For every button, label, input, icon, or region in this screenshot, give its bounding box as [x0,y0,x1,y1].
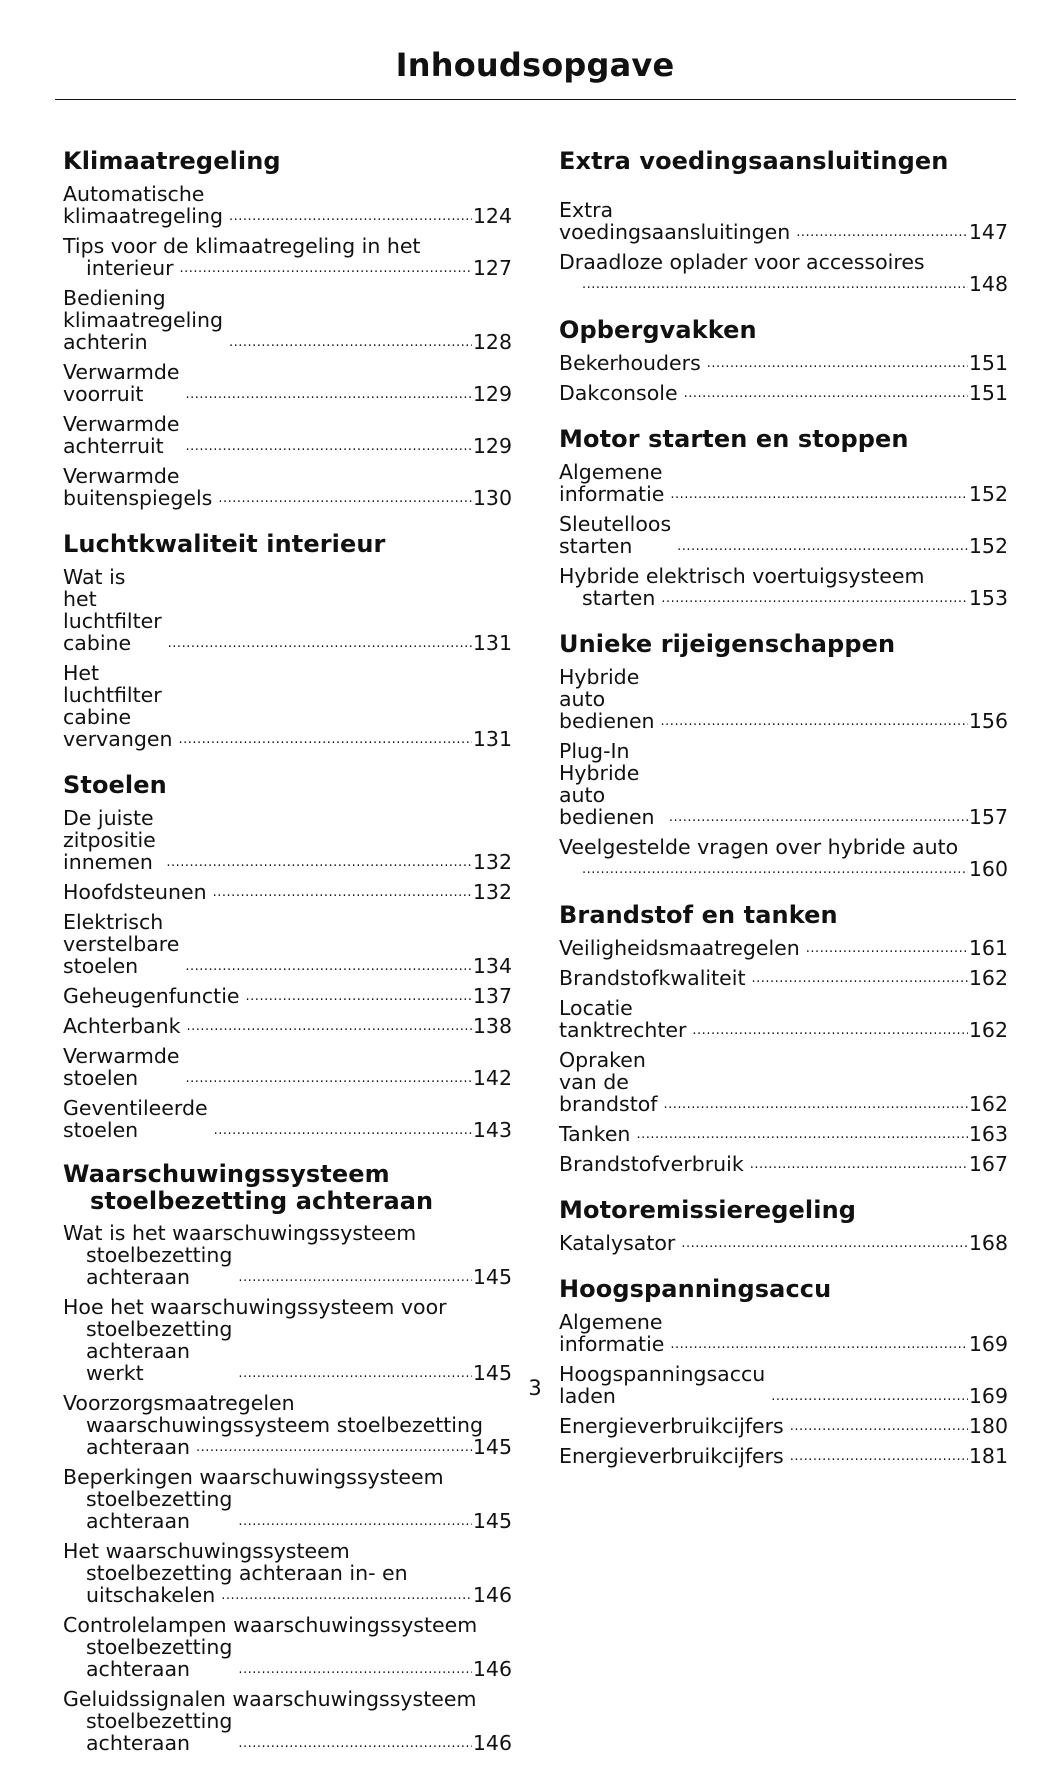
entry-page: 127 [472,256,512,280]
toc-entry[interactable] [559,1415,1008,1437]
toc-section [63,1161,512,1754]
dot-leader [185,1072,471,1085]
entry-page: 130 [472,486,512,510]
entry-page: 152 [968,534,1008,558]
dot-leader [582,863,968,876]
entry-title: Algemene informatie [559,460,665,506]
entry-title-cont: starten [582,586,656,610]
entry-page: 167 [968,1152,1008,1176]
entry-title: Hoofdsteunen [63,880,207,904]
entry-title-cont: stoelbezetting achteraan [86,1243,233,1289]
dot-leader [238,1737,472,1750]
toc-entry[interactable] [559,199,1008,243]
entry-page: 162 [968,1092,1008,1116]
entry-title: Achterbank [63,1014,181,1038]
entry-page: 145 [472,1509,512,1533]
entry-title: Algemene informatie [559,1310,665,1356]
dot-leader [229,336,472,349]
entry-title-cont: achteraan [86,1435,191,1459]
toc-entry[interactable] [63,985,512,1007]
toc-entry[interactable] [63,1688,512,1754]
toc-entry[interactable] [559,251,1008,295]
toc-section [559,900,1008,1175]
toc-entry[interactable] [63,1614,512,1680]
entry-title: Plug-In Hybride auto bedienen [559,739,655,829]
dot-leader [213,886,472,899]
dot-leader [661,715,968,728]
entry-title-cont: stoelbezetting achteraan [86,1635,233,1681]
entry-page: 169 [968,1384,1008,1408]
section-heading: Opbergvakken [559,316,757,344]
entry-title: Dakconsole [559,381,678,405]
entry-page: 129 [472,434,512,458]
entry-title: De juiste zitpositie innemen [63,806,156,874]
entry-page: 153 [968,586,1008,610]
toc-entry[interactable] [559,1153,1008,1175]
entry-title: Geluidssignalen waarschuwingssysteem [63,1687,477,1711]
title-divider [55,99,1016,100]
entry-page: 143 [472,1118,512,1142]
dot-leader [238,1663,472,1676]
toc-entry[interactable] [559,1232,1008,1254]
toc-entry[interactable] [63,881,512,903]
entry-page: 124 [472,204,512,228]
dot-leader [186,1020,471,1033]
entry-title: Energieverbruikcijfers [559,1414,784,1438]
toc-entry[interactable] [559,461,1008,505]
entry-title: Bediening klimaatregeling achterin [63,286,224,354]
section-heading: Unieke rijeigenschappen [559,630,896,658]
dot-leader [221,1589,472,1602]
entry-page: 134 [472,954,512,978]
entry-title: Beperkingen waarschuwingssysteem [63,1465,444,1489]
toc-entry[interactable] [63,1392,512,1458]
section-heading: Brandstof en tanken [559,901,838,929]
dot-leader [790,1450,968,1463]
entry-title-cont: uitschakelen [86,1583,216,1607]
toc-section [559,629,1008,880]
entry-title: Hybride auto bedienen [559,665,655,733]
toc-entry[interactable] [63,1540,512,1606]
toc-entry[interactable] [63,566,512,654]
entry-title-cont: stoelbezetting achteraan in- en [86,1561,408,1585]
dot-leader [582,278,968,291]
toc-section [559,315,1008,404]
entry-title: Verwarmde achterruit [63,412,180,458]
toc-section [63,146,512,509]
entry-page: 132 [472,880,512,904]
toc-entry[interactable] [63,1097,512,1141]
entry-page: 160 [968,857,1008,881]
entry-page: 168 [968,1231,1008,1255]
entry-page: 180 [968,1414,1008,1438]
entry-page: 157 [968,805,1008,829]
toc-entry[interactable] [63,662,512,750]
toc-entry[interactable] [63,413,512,457]
entry-page: 181 [968,1444,1008,1468]
toc-section [63,529,512,750]
entry-title: Controlelampen waarschuwingssysteem [63,1613,478,1637]
entry-title-cont: stoelbezetting achteraan werkt [86,1317,233,1385]
dot-leader [180,262,472,275]
toc-entry[interactable] [559,937,1008,959]
dot-leader [185,960,472,973]
toc-section [559,424,1008,609]
entry-page: 146 [472,1731,512,1755]
entry-title: Geventileerde stoelen [63,1096,208,1142]
dot-leader [790,1420,968,1433]
dot-leader [246,990,472,1003]
toc-entry[interactable] [63,1222,512,1288]
toc-entry[interactable] [559,1123,1008,1145]
entry-title: Veelgestelde vragen over hybride auto [559,835,959,859]
entry-title: Energieverbruikcijfers [559,1444,784,1468]
dot-leader [178,733,471,746]
toc-entry[interactable] [559,967,1008,989]
entry-title: Hoogspanningsaccu laden [559,1362,766,1408]
toc-section [559,1274,1008,1467]
entry-title-cont: interieur [86,256,174,280]
toc-entry[interactable] [559,513,1008,557]
entry-title: Het luchtfilter cabine vervangen [63,661,173,751]
dot-leader [752,972,968,985]
section-heading [63,1161,512,1215]
entry-page: 146 [472,1583,512,1607]
dot-leader [681,1237,968,1250]
entry-page: 162 [968,1018,1008,1042]
page-title: Inhoudsopgave [395,46,675,84]
entry-page: 148 [968,272,1008,296]
toc-entry[interactable] [63,183,512,227]
entry-title-cont: stoelbezetting achteraan [86,1709,233,1755]
dot-leader [636,1128,967,1141]
entry-title: Tanken [559,1122,631,1146]
toc-section [559,146,1008,295]
entry-title: Locatie tanktrechter [559,996,687,1042]
toc-entry[interactable] [559,666,1008,732]
entry-title: Katalysator [559,1231,676,1255]
entry-title-cont: waarschuwingssysteem stoelbezetting [86,1413,483,1437]
section-heading-line: stoelbezetting achteraan [90,1187,434,1215]
entry-page: 151 [968,351,1008,375]
entry-page: 169 [968,1332,1008,1356]
page-number: 3 [528,1376,542,1400]
section-heading: Hoogspanningsaccu [559,1275,832,1303]
dot-leader [677,540,968,553]
dot-leader [670,488,967,501]
entry-title: Hoe het waarschuwingssysteem voor [63,1295,447,1319]
section-heading: Motor starten en stoppen [559,425,909,453]
entry-title: Wat is het waarschuwingssysteem [63,1221,417,1245]
entry-page: 131 [472,727,512,751]
entry-title: Wat is het luchtfilter cabine [63,565,162,655]
dot-leader [669,811,968,824]
toc-entry[interactable] [559,740,1008,828]
entry-title: Hybride elektrisch voertuigsysteem [559,564,925,588]
entry-title: Verwarmde stoelen [63,1044,180,1090]
section-heading: Motoremissieregeling [559,1196,857,1224]
toc-entry[interactable] [63,361,512,405]
toc-section [559,1195,1008,1254]
toc-entry[interactable] [63,1045,512,1089]
section-heading: Luchtkwaliteit interieur [63,530,386,558]
dot-leader [218,492,472,505]
dot-leader [185,440,471,453]
toc-entry[interactable] [559,1445,1008,1467]
toc-entry[interactable] [559,565,1008,609]
entry-page: 151 [968,381,1008,405]
toc-entry[interactable] [559,382,1008,404]
entry-page: 131 [472,631,512,655]
dot-leader [214,1124,472,1137]
entry-page: 138 [472,1014,512,1038]
toc-entry[interactable] [63,807,512,873]
entry-title: Automatische klimaatregeling [63,182,224,228]
toc-entry[interactable] [63,235,512,279]
entry-page: 137 [472,984,512,1008]
entry-title: Verwarmde voorruit [63,360,180,406]
dot-leader [750,1158,968,1171]
entry-title: Bekerhouders [559,351,701,375]
toc-entry[interactable] [559,836,1008,880]
entry-page: 163 [968,1122,1008,1146]
dot-leader [707,357,968,370]
dot-leader [796,226,968,239]
entry-title: Brandstofkwaliteit [559,966,746,990]
dot-leader [238,1515,472,1528]
section-heading: Extra voedingsaansluitingen [559,147,949,175]
toc-section [63,770,512,1141]
toc-entry[interactable] [63,911,512,977]
entry-title: Het waarschuwingssysteem [63,1539,350,1563]
toc-entry[interactable] [559,352,1008,374]
entry-title: Opraken van de brandstof [559,1048,658,1116]
dot-leader [238,1271,472,1284]
entry-page: 145 [472,1265,512,1289]
entry-page: 161 [968,936,1008,960]
toc-entry[interactable] [63,287,512,353]
entry-title: Extra voedingsaansluitingen [559,198,791,244]
entry-page: 129 [472,382,512,406]
entry-page: 145 [472,1435,512,1459]
toc-entry[interactable] [63,1296,512,1384]
dot-leader [661,592,968,605]
dot-leader [684,387,968,400]
entry-page: 145 [472,1361,512,1385]
dot-leader [166,856,472,869]
entry-title: Tips voor de klimaatregeling in het [63,234,421,258]
dot-leader [663,1098,967,1111]
entry-page: 162 [968,966,1008,990]
entry-title: Geheugenfunctie [63,984,240,1008]
dot-leader [229,210,472,223]
toc-entry[interactable] [559,997,1008,1041]
entry-page: 152 [968,482,1008,506]
section-heading-line: Waarschuwingssysteem [63,1160,390,1188]
dot-leader [196,1441,472,1454]
entry-page: 128 [472,330,512,354]
entry-title: Veiligheidsmaatregelen [559,936,800,960]
entry-title-cont: stoelbezetting achteraan [86,1487,233,1533]
toc-entry[interactable] [559,1049,1008,1115]
toc-column-right [559,146,1008,1487]
toc-entry[interactable] [63,465,512,509]
toc-column-left [63,146,512,1774]
entry-page: 146 [472,1657,512,1681]
entry-title: Sleutelloos starten [559,512,672,558]
entry-page: 156 [968,709,1008,733]
dot-leader [692,1024,967,1037]
dot-leader [168,637,472,650]
dot-leader [806,942,968,955]
toc-entry[interactable] [63,1466,512,1532]
dot-leader [185,388,471,401]
entry-title: Brandstofverbruik [559,1152,744,1176]
section-heading: Stoelen [63,771,167,799]
entry-page: 142 [472,1066,512,1090]
entry-title: Draadloze oplader voor accessoires [559,250,925,274]
entry-title: Verwarmde buitenspiegels [63,464,213,510]
dot-leader [670,1338,967,1351]
toc-entry[interactable] [559,1311,1008,1355]
toc-entry[interactable] [63,1015,512,1037]
entry-page: 132 [472,850,512,874]
entry-title: Voorzorgsmaatregelen [63,1391,295,1415]
section-heading: Klimaatregeling [63,147,281,175]
entry-page: 147 [968,220,1008,244]
entry-title: Elektrisch verstelbare stoelen [63,910,180,978]
